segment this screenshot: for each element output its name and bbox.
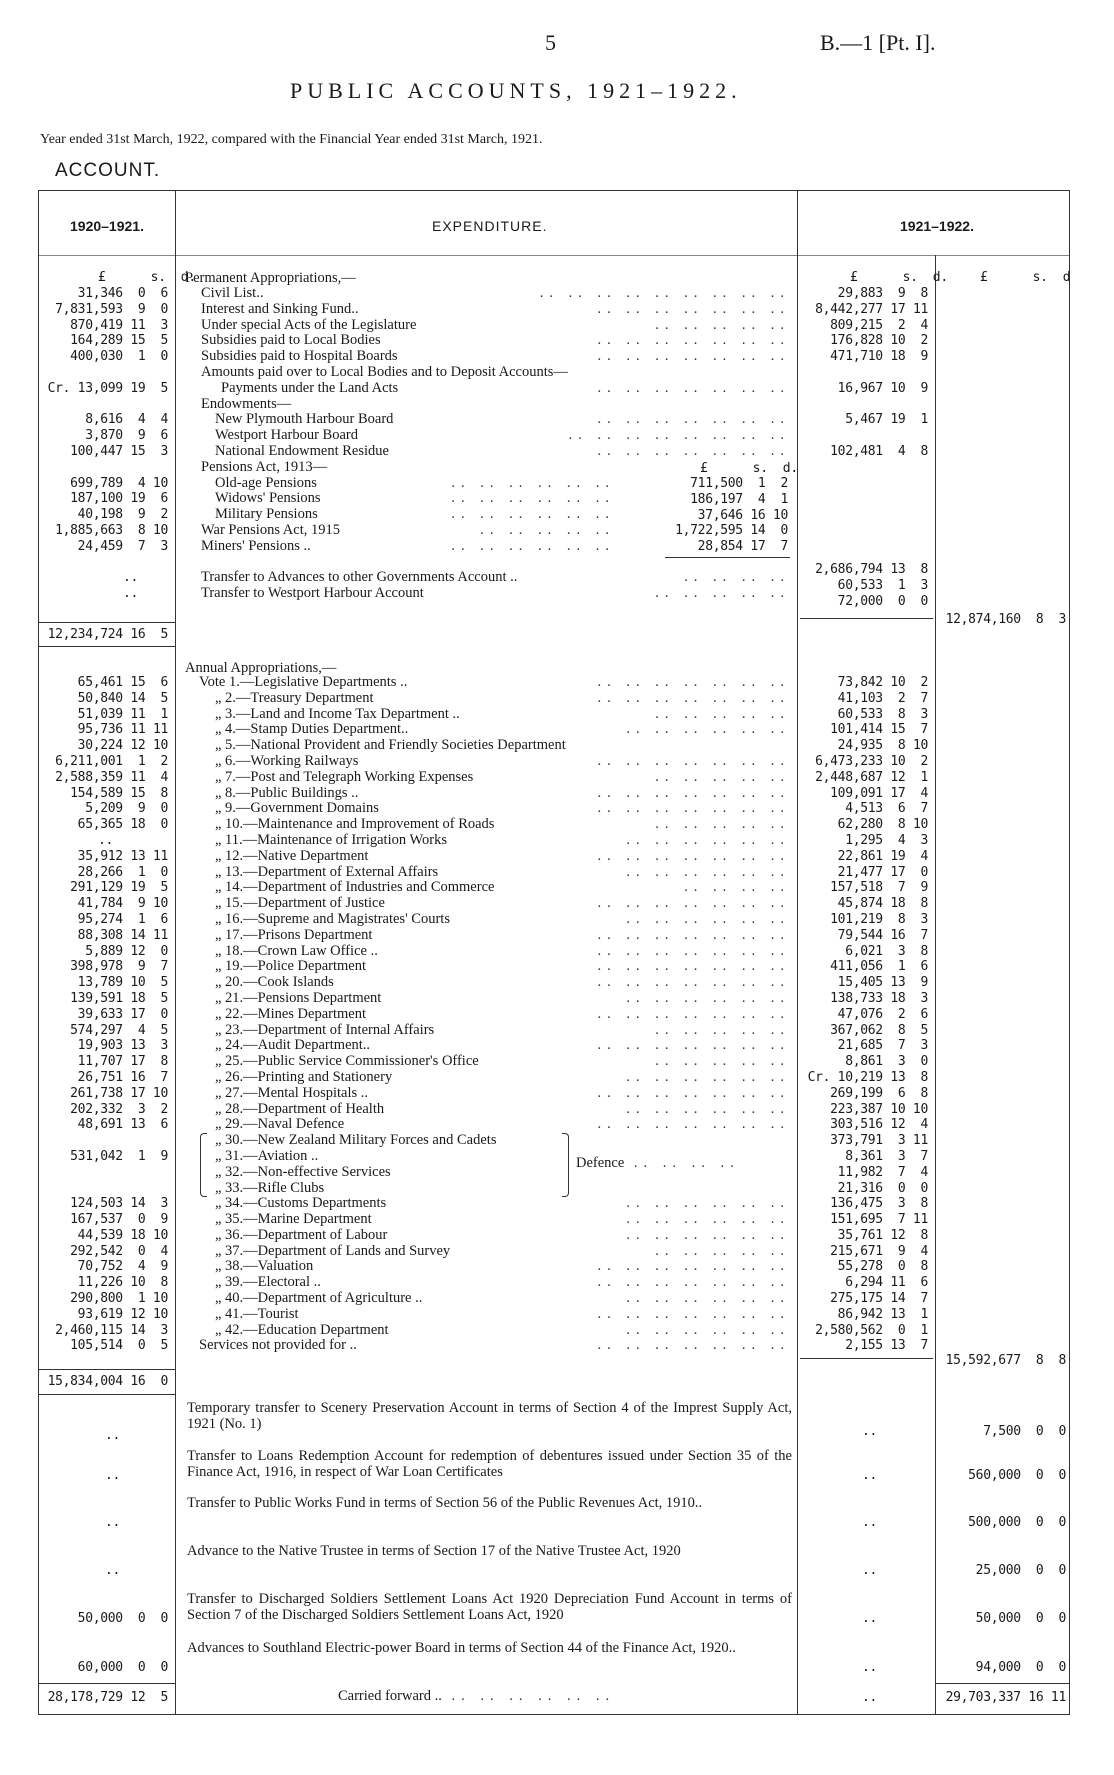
vote-label: „ 13.—Department of External Affairs bbox=[215, 863, 439, 880]
curr-value: 223,387 10 10 bbox=[830, 1101, 928, 1117]
vote-label: „ 31.—Aviation .. bbox=[215, 1147, 319, 1164]
transfer-prev: .. bbox=[104, 1428, 120, 1443]
prev-value: 26,751 16 7 bbox=[77, 1069, 168, 1085]
pension-value: 1,722,595 14 0 bbox=[675, 523, 788, 539]
vote-label: Services not provided for .. bbox=[199, 1337, 357, 1354]
curr-value: 22,861 19 4 bbox=[837, 848, 928, 864]
prev-value: 48,691 13 6 bbox=[77, 1117, 168, 1133]
curr-value: Cr. 10,219 13 8 bbox=[807, 1069, 928, 1085]
vote-label: „ 7.—Post and Telegraph Working Expenses bbox=[215, 768, 474, 785]
permanent-total-curr: 12,874,160 8 3 bbox=[945, 612, 1066, 627]
prev-value bbox=[40, 555, 168, 571]
vote-label: „ 6.—Working Railways bbox=[215, 752, 359, 769]
vote-label: „ 32.—Non-effective Services bbox=[215, 1163, 391, 1180]
pensions-total: 2,686,794 13 8 bbox=[815, 562, 928, 577]
annual-heading: Annual Appropriations,— bbox=[185, 660, 337, 676]
transfer-mid: .. bbox=[862, 1468, 878, 1483]
prev-value: 65,365 18 0 bbox=[77, 817, 168, 833]
curr-value bbox=[800, 397, 928, 413]
item-label: New Plymouth Harbour Board bbox=[215, 411, 394, 428]
prev-value: 292,542 0 4 bbox=[70, 1243, 168, 1259]
vote-label: „ 10.—Maintenance and Improvement of Roads bbox=[215, 816, 495, 833]
item-label: National Endowment Residue bbox=[215, 442, 389, 459]
transfer-mid: .. bbox=[862, 1660, 878, 1675]
curr-value: 24,935 8 10 bbox=[837, 738, 928, 754]
curr-value: 8,861 3 0 bbox=[845, 1054, 928, 1070]
header-expenditure: EXPENDITURE. bbox=[432, 218, 548, 234]
vote-label: „ 18.—Crown Law Office .. bbox=[215, 942, 378, 959]
defence-brace-left bbox=[200, 1133, 207, 1197]
curr-value: 60,533 8 3 bbox=[837, 706, 928, 722]
curr-value: 8,361 3 7 bbox=[845, 1148, 928, 1164]
vote-label: „ 19.—Police Department bbox=[215, 958, 366, 975]
curr-value: 269,199 6 8 bbox=[830, 1085, 928, 1101]
curr-value: 6,294 11 6 bbox=[845, 1275, 928, 1291]
prev-value: 30,224 12 10 bbox=[77, 738, 168, 754]
vote-label: „ 27.—Mental Hospitals .. bbox=[215, 1084, 369, 1101]
curr-value: 45,874 18 8 bbox=[837, 896, 928, 912]
transfer-curr: 7,500 0 0 bbox=[983, 1424, 1066, 1439]
vote-label: „ 28.—Department of Health bbox=[215, 1100, 385, 1117]
vote-label: „ 26.—Printing and Stationery bbox=[215, 1068, 393, 1085]
doc-reference: B.—1 [Pt. I]. bbox=[820, 30, 936, 55]
transfer-westport-value: 72,000 0 0 bbox=[837, 594, 928, 609]
prev-value: 7,831,593 9 0 bbox=[55, 301, 168, 317]
curr-value: 471,710 18 9 bbox=[830, 349, 928, 365]
transfer-text: Transfer to Loans Redemption Account for redemption of debentures issued under Section 35 of the Finance Act, 1916, in respect of War Loan Certificates bbox=[187, 1448, 792, 1480]
curr-value: 367,062 8 5 bbox=[830, 1022, 928, 1038]
annual-curr-column bbox=[800, 675, 928, 1354]
transfer-text: Temporary transfer to Scenery Preservation Account in terms of Section 4 of the Imprest Supply Act, 1921 (No. 1) bbox=[187, 1400, 792, 1432]
transfer-mid: .. bbox=[862, 1563, 878, 1578]
item-label: Civil List.. bbox=[201, 285, 264, 301]
curr-value: 47,076 2 6 bbox=[837, 1006, 928, 1022]
item-label: Under special Acts of the Legislature bbox=[201, 316, 417, 333]
pension-value: 711,500 1 2 bbox=[690, 476, 788, 491]
prev-value: 261,738 17 10 bbox=[70, 1085, 168, 1101]
vote-label: „ 36.—Department of Labour bbox=[215, 1226, 388, 1243]
transfer-text: Advances to Southland Electric-power Board in terms of Section 44 of the Finance Act, 1920.. bbox=[187, 1640, 736, 1656]
curr-value: 303,516 12 4 bbox=[830, 1117, 928, 1133]
curr-value: 102,481 4 8 bbox=[830, 443, 928, 459]
vote-label: „ 30.—New Zealand Military Forces and Cadets bbox=[215, 1132, 497, 1149]
page-title: PUBLIC ACCOUNTS, 1921–1922. bbox=[290, 78, 742, 103]
prev-value: 167,537 0 9 bbox=[70, 1212, 168, 1228]
vote-label: „ 15.—Department of Justice bbox=[215, 895, 385, 912]
curr-value: 109,091 17 4 bbox=[830, 785, 928, 801]
table-border-right bbox=[1069, 190, 1070, 1715]
transfer-curr: 50,000 0 0 bbox=[975, 1611, 1066, 1626]
vote-label: „ 35.—Marine Department bbox=[215, 1211, 372, 1228]
prev-value: .. bbox=[122, 570, 138, 586]
transfer-curr: 560,000 0 0 bbox=[968, 1468, 1066, 1483]
transfer-text: Transfer to Public Works Fund in terms of Section 56 of the Public Revenues Act, 1910.. bbox=[187, 1495, 703, 1511]
item-label: Endowments— bbox=[201, 395, 292, 412]
vote-label: „ 12.—Native Department bbox=[215, 847, 369, 864]
vote-label: „ 34.—Customs Departments bbox=[215, 1195, 387, 1212]
vote-label: „ 22.—Mines Department bbox=[215, 1005, 367, 1022]
prev-value: 13,789 10 5 bbox=[77, 975, 168, 991]
curr-value: 16,967 10 9 bbox=[837, 380, 928, 396]
vote-label: „ 11.—Maintenance of Irrigation Works bbox=[215, 831, 447, 848]
curr-value: 86,942 13 1 bbox=[837, 1306, 928, 1322]
permanent-prev-column bbox=[40, 286, 168, 602]
prev-value: 202,332 3 2 bbox=[70, 1101, 168, 1117]
prev-value: 88,308 14 11 bbox=[77, 927, 168, 943]
curr-value: 151,695 7 11 bbox=[830, 1212, 928, 1228]
pension-value: 37,646 16 10 bbox=[697, 507, 788, 523]
permanent-curr-column bbox=[800, 286, 928, 460]
page-subtitle: Year ended 31st March, 1922, compared with the Financial Year ended 31st March, 1921. bbox=[40, 132, 543, 147]
transfer-curr: 94,000 0 0 bbox=[975, 1660, 1066, 1675]
curr-value: 176,828 10 2 bbox=[830, 333, 928, 349]
item-label: War Pensions Act, 1915 bbox=[201, 521, 340, 538]
prev-value: 70,752 4 9 bbox=[77, 1259, 168, 1275]
header-curr-year: 1921–1922. bbox=[900, 218, 974, 234]
prev-value: 699,789 4 10 bbox=[70, 475, 168, 491]
curr-value: 15,405 13 9 bbox=[837, 975, 928, 991]
curr-value: 2,580,562 0 1 bbox=[815, 1322, 928, 1338]
item-label: Payments under the Land Acts bbox=[221, 379, 399, 396]
curr-value: 21,685 7 3 bbox=[837, 1038, 928, 1054]
prev-value: 50,840 14 5 bbox=[77, 690, 168, 706]
prev-value: 100,447 15 3 bbox=[70, 443, 168, 459]
transfer-mid: .. bbox=[862, 1424, 878, 1439]
prev-value: 400,030 1 0 bbox=[70, 349, 168, 365]
currency-prev: £ s. d. bbox=[98, 270, 196, 285]
curr-value: 2,155 13 7 bbox=[845, 1338, 928, 1354]
pensions-currency: £ s. d. bbox=[700, 461, 798, 476]
curr-value: 8,442,277 17 11 bbox=[815, 301, 928, 317]
prev-value: 398,978 9 7 bbox=[70, 959, 168, 975]
currency-curr: £ s. d. bbox=[850, 270, 948, 285]
curr-value: 373,791 3 11 bbox=[830, 1133, 928, 1149]
prev-value: .. bbox=[97, 832, 113, 848]
defence-brace-right bbox=[562, 1133, 569, 1197]
prev-value: 5,889 12 0 bbox=[85, 943, 168, 959]
vote-label: „ 4.—Stamp Duties Department.. bbox=[215, 721, 409, 738]
vote-label: „ 17.—Prisons Department bbox=[215, 926, 373, 943]
pension-value: 186,197 4 1 bbox=[690, 491, 788, 507]
prev-value: 164,289 15 5 bbox=[70, 333, 168, 349]
curr-value: 275,175 14 7 bbox=[830, 1291, 928, 1307]
vote-label: „ 9.—Government Domains bbox=[215, 800, 379, 817]
prev-value: 44,539 18 10 bbox=[77, 1227, 168, 1243]
item-label: Amounts paid over to Local Bodies and to Deposit Accounts— bbox=[201, 363, 568, 380]
prev-value: 154,589 15 8 bbox=[70, 785, 168, 801]
curr-value: 4,513 6 7 bbox=[845, 801, 928, 817]
curr-value: 21,316 0 0 bbox=[837, 1180, 928, 1196]
curr-value: 55,278 0 8 bbox=[837, 1259, 928, 1275]
annual-total-curr: 15,592,677 8 8 bbox=[945, 1353, 1066, 1368]
pensions-column bbox=[660, 476, 788, 555]
prev-value: 291,129 19 5 bbox=[70, 880, 168, 896]
transfer-prev: 50,000 0 0 bbox=[77, 1611, 168, 1626]
curr-value: 6,021 3 8 bbox=[845, 943, 928, 959]
curr-value: 101,414 15 7 bbox=[830, 722, 928, 738]
carried-mid: .. bbox=[862, 1690, 878, 1705]
prev-value: 870,419 11 3 bbox=[70, 317, 168, 333]
prev-value bbox=[40, 397, 168, 413]
vote-label: „ 8.—Public Buildings .. bbox=[215, 784, 359, 801]
vote-label: „ 2.—Treasury Department bbox=[215, 689, 374, 706]
vote-label: „ 16.—Supreme and Magistrates' Courts bbox=[215, 910, 450, 927]
defence-label: Defence .. .. .. .. bbox=[576, 1155, 740, 1171]
prev-value bbox=[40, 1133, 168, 1149]
vote-label: „ 33.—Rifle Clubs bbox=[215, 1179, 325, 1196]
prev-value: 290,800 1 10 bbox=[70, 1291, 168, 1307]
prev-value: 35,912 13 11 bbox=[77, 848, 168, 864]
prev-value: 2,588,359 11 4 bbox=[55, 769, 168, 785]
transfer-mid: .. bbox=[862, 1515, 878, 1530]
currency-total: £ s. d bbox=[980, 270, 1071, 285]
prev-value bbox=[40, 1181, 168, 1197]
transfer-mid: .. bbox=[862, 1611, 878, 1626]
vote-label: „ 14.—Department of Industries and Commerce bbox=[215, 879, 495, 896]
curr-value: 79,544 16 7 bbox=[837, 927, 928, 943]
prev-value: 574,297 4 5 bbox=[70, 1022, 168, 1038]
curr-value: 136,475 3 8 bbox=[830, 1196, 928, 1212]
prev-value: 11,707 17 8 bbox=[77, 1054, 168, 1070]
section-heading: ACCOUNT. bbox=[55, 160, 161, 181]
vote-label: „ 24.—Audit Department.. bbox=[215, 1037, 371, 1054]
curr-value: 35,761 12 8 bbox=[837, 1227, 928, 1243]
annual-prev-column bbox=[40, 675, 168, 1354]
prev-value bbox=[40, 1165, 168, 1181]
vote-label: „ 5.—National Provident and Friendly Societies Department bbox=[215, 737, 566, 754]
item-label: Widows' Pensions bbox=[215, 490, 321, 507]
vote-label: „ 23.—Department of Internal Affairs bbox=[215, 1021, 435, 1038]
curr-value: 809,215 2 4 bbox=[830, 317, 928, 333]
item-label: Subsidies paid to Local Bodies bbox=[201, 332, 381, 349]
item-label: Military Pensions bbox=[215, 506, 318, 523]
annual-total-prev: 15,834,004 16 0 bbox=[47, 1374, 168, 1389]
item-label: Subsidies paid to Hospital Boards bbox=[201, 348, 398, 365]
curr-value: 62,280 8 10 bbox=[837, 817, 928, 833]
prev-value: 95,736 11 11 bbox=[77, 722, 168, 738]
curr-value: 21,477 17 0 bbox=[837, 864, 928, 880]
permanent-total-prev: 12,234,724 16 5 bbox=[47, 627, 168, 642]
prev-value: 1,885,663 8 10 bbox=[55, 522, 168, 538]
prev-value: 531,042 1 9 bbox=[70, 1148, 168, 1164]
prev-value: 19,903 13 3 bbox=[77, 1038, 168, 1054]
prev-value: 8,616 4 4 bbox=[85, 412, 168, 428]
prev-value: 41,784 9 10 bbox=[77, 896, 168, 912]
transfer-curr: 500,000 0 0 bbox=[968, 1515, 1066, 1530]
curr-value: 5,467 19 1 bbox=[845, 412, 928, 428]
curr-value: 138,733 18 3 bbox=[830, 990, 928, 1006]
curr-value: 157,518 7 9 bbox=[830, 880, 928, 896]
pension-value: 28,854 17 7 bbox=[697, 539, 788, 555]
curr-value bbox=[800, 428, 928, 444]
curr-value: 29,883 9 8 bbox=[837, 286, 928, 301]
prev-value: 124,503 14 3 bbox=[70, 1196, 168, 1212]
curr-value: 101,219 8 3 bbox=[830, 911, 928, 927]
vote-label: „ 42.—Education Department bbox=[215, 1321, 389, 1338]
prev-value: 65,461 15 6 bbox=[77, 675, 168, 690]
prev-value: Cr. 13,099 19 5 bbox=[47, 380, 168, 396]
vote-label: „ 41.—Tourist bbox=[215, 1305, 299, 1322]
prev-value: 139,591 18 5 bbox=[70, 990, 168, 1006]
prev-value: 2,460,115 14 3 bbox=[55, 1322, 168, 1338]
prev-value: 40,198 9 2 bbox=[77, 507, 168, 523]
vote-label: „ 39.—Electoral .. bbox=[215, 1274, 321, 1291]
transfer-prev: 60,000 0 0 bbox=[77, 1660, 168, 1675]
carried-prev: 28,178,729 12 5 bbox=[47, 1690, 168, 1705]
vote-label: „ 20.—Cook Islands bbox=[215, 974, 334, 991]
prev-value: 5,209 9 0 bbox=[85, 801, 168, 817]
vote-label: „ 3.—Land and Income Tax Department .. bbox=[215, 705, 460, 722]
vote-label: Vote 1.—Legislative Departments .. bbox=[199, 674, 408, 690]
item-label: Pensions Act, 1913— bbox=[201, 458, 328, 475]
prev-value: 39,633 17 0 bbox=[77, 1006, 168, 1022]
transfer-prev: .. bbox=[104, 1515, 120, 1530]
header-prev-year: 1920–1921. bbox=[70, 218, 144, 234]
transfer-text: Transfer to Discharged Soldiers Settlement Loans Act 1920 Depreciation Fund Account in terms of Section 7 of the Discharged Soldiers Settlement Loans Act, 1920 bbox=[187, 1591, 792, 1623]
prev-value: 31,346 0 6 bbox=[77, 286, 168, 301]
vote-label: „ 37.—Department of Lands and Survey bbox=[215, 1242, 451, 1259]
table-border-left bbox=[38, 190, 39, 1715]
prev-value bbox=[40, 365, 168, 381]
prev-value: .. bbox=[122, 586, 138, 602]
curr-value: 411,056 1 6 bbox=[830, 959, 928, 975]
curr-value: 6,473,233 10 2 bbox=[815, 753, 928, 769]
item-label: Transfer to Westport Harbour Account bbox=[201, 585, 424, 602]
vote-label: „ 38.—Valuation bbox=[215, 1258, 314, 1275]
carried-forward-label: Carried forward .. .. .. .. .. .. .. bbox=[338, 1688, 616, 1704]
transfer-prev: .. bbox=[104, 1563, 120, 1578]
annual-items: Vote 1.—Legislative Departments .. .. .. .. .. .. .. .. „ 2.—Treasury Department .. .. .. .. .. .. .. „ 3.—Land and Income Tax Department .. .. .. .. .. .. „ 4.—Stamp Duties Department.. .. .. .. .. .. .. „ 5.—National Provident and Friendly Societies Department „ 6.—Working Railways .. .. .. .. .. .. .. „ 7.—Post and Telegraph Working Expenses .. .. .. .. .. „ 8.—Public Buildings .. .. .. .. .. .. .. .. „ 9.—Government Domains .. .. .. .. .. .. .. „ 10.—Maintenance and Improvement of Roads .. .. .. .. .. „ 11.—Maintenance of Irrigation Works .. .. .. .. .. .. „ 12.—Native Department .. .. .. .. .. .. .. „ 13.—Department of External Affairs .. .. .. .. .. .. „ 14.—Department of Industries and Commerce .. .. .. .. „ 15.—Department of Justice .. .. .. .. .. .. .. „ 16.—Supreme and Magistrates' Courts .. .. .. .. .. .. „ 17.—Prisons Department .. .. .. .. .. .. .. „ 18.—Crown Law Office .. .. .. .. .. .. .. .. „ 19.—Police Department .. .. .. .. .. .. .. „ 20.—Cook Islands .. .. .. .. .. .. .. „ 21.—Pensions Department .. .. .. .. .. .. „ 22.—Mines Department .. .. .. .. .. .. .. „ 23.—Department of Internal Affairs .. .. .. .. .. „ 24.—Audit Department.. .. .. .. .. .. .. .. „ 25.—Public Service Commissioner's Office .. .. .. .. .. „ 26.—Printing and Stationery .. .. .. .. .. .. „ 27.—Mental Hospitals .. .. .. .. .. .. .. .. „ 28.—Department of Health .. .. .. .. .. .. „ 29.—Naval Defence .. .. .. .. .. .. .. „ 30.—New Zealand Military Forces and Cadets „ 31.—Aviation .. „ 32.—Non-effective Services „ 33.—Rifle Clubs „ 34.—Customs Departments .. .. .. .. .. .. „ 35.—Marine Department .. .. .. .. .. .. „ 36.—Department of Labour .. .. .. .. .. .. „ 37.—Department of Lands and Survey .. .. .. .. .. „ 38.—Valuation .. .. .. .. .. .. .. „ 39.—Electoral .. .. .. .. .. .. .. .. „ 40.—Department of Agriculture .. .. .. .. .. .. .. „ 41.—Tourist .. .. .. .. .. .. .. „ 42.—Education Department .. .. .. .. .. .. Services not provided for .. .. .. .. .. .. .. .. bbox=[199, 674, 790, 1354]
vote-label: „ 21.—Pensions Department bbox=[215, 989, 382, 1006]
item-label: Transfer to Advances to other Governments Account .. bbox=[201, 569, 518, 586]
prev-value: 24,459 7 3 bbox=[77, 538, 168, 554]
curr-value: 11,982 7 4 bbox=[837, 1164, 928, 1180]
transfer-prev: .. bbox=[104, 1468, 120, 1483]
item-label: Westport Harbour Board bbox=[215, 427, 358, 444]
prev-value: 95,274 1 6 bbox=[77, 911, 168, 927]
curr-value: 73,842 10 2 bbox=[837, 675, 928, 690]
transfer-curr: 25,000 0 0 bbox=[975, 1563, 1066, 1578]
prev-value: 6,211,001 1 2 bbox=[55, 753, 168, 769]
prev-value: 3,870 9 6 bbox=[85, 428, 168, 444]
curr-value bbox=[800, 365, 928, 381]
prev-value: 187,100 19 6 bbox=[70, 491, 168, 507]
prev-value: 28,266 1 0 bbox=[77, 864, 168, 880]
curr-value: 1,295 4 3 bbox=[845, 832, 928, 848]
item-label: Old-age Pensions bbox=[215, 474, 317, 491]
transfer-advances-value: 60,533 1 3 bbox=[837, 578, 928, 593]
item-label: Miners' Pensions .. bbox=[201, 537, 311, 554]
permanent-heading: Permanent Appropriations,— bbox=[185, 270, 356, 286]
permanent-items: Civil List.. .. .. .. .. .. .. .. .. .. Interest and Sinking Fund.. .. .. .. .. .. .. .. Under special Acts of the Legislature .. .. .. .. .. Subsidies paid to Local Bodies .. .. .. .. .. .. .. Subsidies paid to Hospital Boards .. .. .. .. .. .. .. Amounts paid over to Local Bodies and to Deposit Accounts— Payments under the Land Acts .. .. .. .. .. .. .. Endowments— New Plymouth Harbour Board .. .. .. .. .. .. .. Westport Harbour Board .. .. .. .. .. .. .. .. National Endowment Residue .. .. .. .. .. .. .. Pensions Act, 1913— Old-age Pensions .. .. .. .. .. .. Widows' Pensions .. .. .. .. .. .. Military Pensions .. .. .. .. .. .. War Pensions Act, 1915 .. .. .. .. .. Miners' Pensions .. .. .. .. .. .. .. Transfer to Advances to other Governments Account .. .. .. .. .. Transfer to Westport Harbour Account .. .. .. .. .. bbox=[201, 285, 790, 602]
item-label: Interest and Sinking Fund.. bbox=[201, 300, 359, 317]
carried-curr: 29,703,337 16 11 bbox=[945, 1690, 1066, 1705]
prev-value bbox=[40, 460, 168, 476]
vote-label: „ 29.—Naval Defence bbox=[215, 1116, 345, 1133]
prev-value: 105,514 0 5 bbox=[70, 1338, 168, 1354]
transfer-text: Advance to the Native Trustee in terms of Section 17 of the Native Trustee Act, 1920 bbox=[187, 1543, 681, 1559]
prev-value: 51,039 11 1 bbox=[77, 706, 168, 722]
vote-label: „ 40.—Department of Agriculture .. bbox=[215, 1290, 423, 1307]
vote-label: „ 25.—Public Service Commissioner's Office bbox=[215, 1053, 479, 1070]
prev-value: 11,226 10 8 bbox=[77, 1275, 168, 1291]
curr-value: 41,103 2 7 bbox=[837, 690, 928, 706]
curr-value: 2,448,687 12 1 bbox=[815, 769, 928, 785]
prev-value: 93,619 12 10 bbox=[77, 1306, 168, 1322]
page-number: 5 bbox=[545, 30, 556, 55]
curr-value: 215,671 9 4 bbox=[830, 1243, 928, 1259]
